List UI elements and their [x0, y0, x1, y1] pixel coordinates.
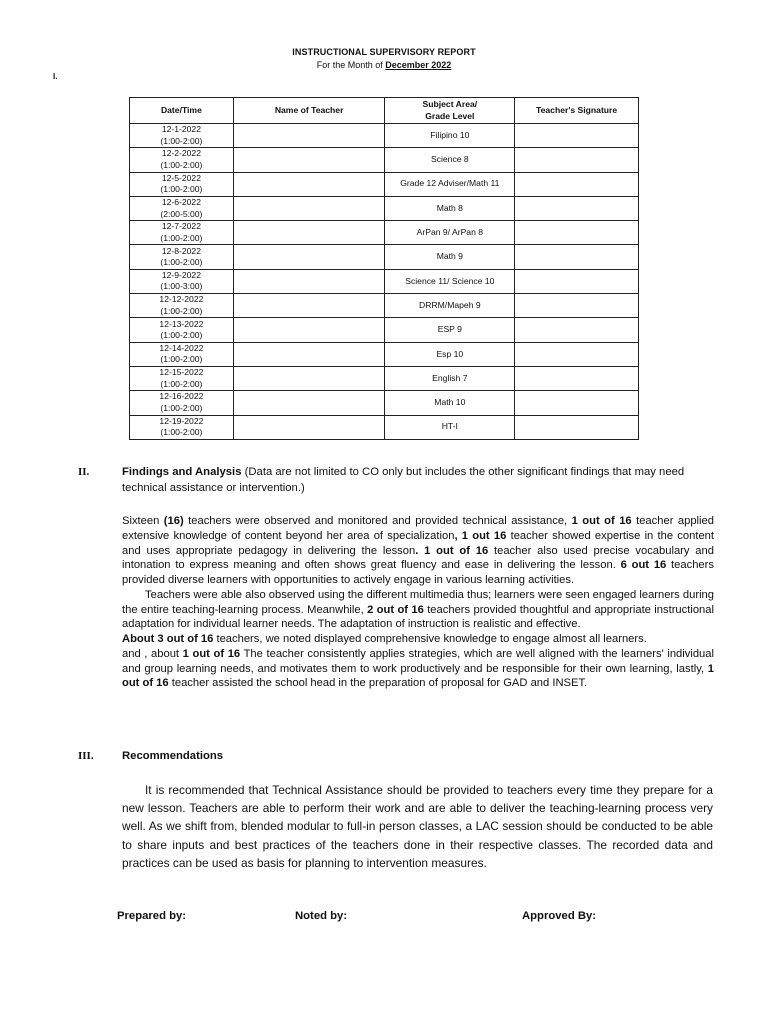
- row-date: 12-9-2022: [161, 269, 201, 280]
- cell-teacher: [233, 294, 385, 318]
- table-body: [130, 124, 639, 440]
- row-time: (1:00-2:00): [160, 427, 203, 438]
- text-run: teacher assisted the school head in the preparation of proposal for GAD and INSET.: [168, 677, 588, 690]
- findings-title-note: (Data are not limited to CO only but includes the other significant findings that may need technical assistance or intervention.): [122, 466, 685, 494]
- table-row: [130, 124, 639, 148]
- header-subject-line1: Subject Area/: [422, 99, 478, 109]
- cell-datetime: [130, 391, 234, 415]
- row-time: (1:00-2:00): [160, 159, 203, 170]
- cell-datetime: [130, 196, 234, 220]
- cell-subject: Science 8: [385, 148, 515, 172]
- bold-run: 6 out 16: [620, 559, 667, 572]
- cell-signature: [515, 415, 639, 439]
- bold-run: . 1 out of 16: [415, 544, 489, 557]
- header-subject-line2: Grade Level: [425, 110, 475, 121]
- cell-subject: Grade 12 Adviser/Math 11: [385, 172, 515, 196]
- cell-signature: [515, 148, 639, 172]
- bold-run: 1 out of 16: [122, 662, 714, 690]
- row-time: (1:00-2:00): [160, 135, 203, 146]
- recommendations-title: Recommendations: [122, 750, 224, 762]
- cell-subject: Science 11/ Science 10: [385, 269, 515, 293]
- cell-signature: [515, 172, 639, 196]
- cell-subject: Esp 10: [385, 342, 515, 366]
- table-row: [130, 148, 639, 172]
- row-time: (1:00-2:00): [160, 305, 203, 316]
- row-time: (1:00-2:00): [160, 257, 203, 268]
- cell-signature: [515, 245, 639, 269]
- cell-datetime: [130, 294, 234, 318]
- text-run: Teachers were able also observed using the different multimedia thus; learners were seen engaged learners during the entire teaching-learning process. Meanwhile,: [122, 588, 714, 616]
- cell-datetime: [130, 366, 234, 390]
- bold-run: , 1 out 16: [454, 529, 507, 542]
- row-date: 12-15-2022: [159, 367, 204, 378]
- row-date: 12-8-2022: [161, 245, 201, 256]
- bold-run: (16): [163, 515, 184, 527]
- table-row: [130, 245, 639, 269]
- row-date: 12-7-2022: [161, 221, 201, 232]
- row-time: (1:00-2:00): [160, 402, 203, 413]
- cell-subject: Math 9: [385, 245, 515, 269]
- observation-table: [129, 97, 639, 440]
- table-row: [130, 172, 639, 196]
- section-3-numeral: III.: [78, 750, 94, 762]
- text-run: teachers provided diverse learners with opportunities to actively engage in various learning activities.: [122, 559, 714, 586]
- cell-datetime: [130, 415, 234, 439]
- text-run: teacher also used precise vocabulary and intonation to express meaning and often shows great fluency and ease in delivering the lesson.: [122, 544, 714, 572]
- cell-signature: [515, 318, 639, 342]
- header-subject: [385, 98, 515, 124]
- cell-teacher: [233, 196, 385, 220]
- cell-datetime: [130, 318, 234, 342]
- cell-teacher: [233, 221, 385, 245]
- row-date: 12-6-2022: [161, 197, 201, 208]
- header-teacher: Name of Teacher: [233, 98, 385, 124]
- bold-run: 1 out of 16: [571, 515, 632, 527]
- table-header-row: [130, 98, 639, 124]
- row-date: 12-19-2022: [159, 415, 204, 426]
- text-run: teacher showed expertise in the content and uses appropriate pedagogy in delivering the lesson: [122, 529, 714, 557]
- row-date: 12-16-2022: [159, 391, 204, 402]
- row-time: (2:00-5:00): [160, 208, 203, 219]
- row-date: 12-1-2022: [161, 124, 201, 135]
- cell-teacher: [233, 366, 385, 390]
- bold-run: 2 out of 16: [367, 603, 424, 616]
- cell-teacher: [233, 148, 385, 172]
- row-date: 12-13-2022: [159, 318, 204, 329]
- subtitle-prefix: For the Month of: [316, 60, 386, 70]
- findings-paragraph-2: [122, 588, 714, 632]
- table-row: [130, 196, 639, 220]
- table-row: [130, 318, 639, 342]
- noted-by-label: Noted by:: [295, 910, 348, 922]
- cell-subject: English 7: [385, 366, 515, 390]
- cell-signature: [515, 196, 639, 220]
- report-title: INSTRUCTIONAL SUPERVISORY REPORT: [292, 47, 476, 57]
- text-run: and , about: [122, 647, 183, 660]
- cell-subject: ArPan 9/ ArPan 8: [385, 221, 515, 245]
- cell-signature: [515, 269, 639, 293]
- cell-teacher: [233, 342, 385, 366]
- row-date: 12-14-2022: [159, 342, 204, 353]
- row-date: 12-5-2022: [161, 172, 201, 183]
- cell-signature: [515, 294, 639, 318]
- cell-subject: Math 10: [385, 391, 515, 415]
- table-row: [130, 342, 639, 366]
- cell-signature: [515, 342, 639, 366]
- findings-paragraph-4: [122, 647, 714, 691]
- cell-subject: ESP 9: [385, 318, 515, 342]
- table-row: [130, 391, 639, 415]
- table-row: [130, 294, 639, 318]
- report-subtitle: [0, 60, 768, 70]
- cell-datetime: [130, 148, 234, 172]
- row-time: (1:00-2:00): [160, 330, 203, 341]
- cell-teacher: [233, 124, 385, 148]
- cell-subject: Filipino 10: [385, 124, 515, 148]
- recommendations-body: It is recommended that Technical Assistance should be provided to teachers every time they prepare for a new lesson. Teachers are able to perform their work and are able to deliver the teaching-learning process very well. As we shift from, blended modular to full-in person classes, a LAC session should be conducted to be able to share inputs and best practices of the teachers done in their respective classes. The recorded data and practices can be used as basis for planning to intervention measures.: [122, 783, 713, 870]
- row-time: (1:00-2:00): [160, 354, 203, 365]
- findings-paragraph-3: [122, 632, 714, 647]
- text-run: teacher applied extensive knowledge of content beyond her area of specialization: [122, 515, 714, 542]
- cell-datetime: [130, 124, 234, 148]
- text-run: teachers, we noted displayed comprehensive knowledge to engage almost all learners.: [213, 633, 647, 645]
- findings-paragraph-1: [122, 514, 714, 588]
- cell-signature: [515, 221, 639, 245]
- cell-teacher: [233, 245, 385, 269]
- row-date: 12-12-2022: [159, 294, 204, 305]
- findings-body: [122, 514, 714, 691]
- cell-signature: [515, 366, 639, 390]
- cell-datetime: [130, 172, 234, 196]
- header-signature: Teacher's Signature: [515, 98, 639, 124]
- row-date: 12-2-2022: [161, 148, 201, 159]
- cell-teacher: [233, 269, 385, 293]
- section-2-numeral: II.: [78, 466, 90, 478]
- header-datetime: Date/Time: [130, 98, 234, 124]
- cell-datetime: [130, 342, 234, 366]
- cell-datetime: [130, 245, 234, 269]
- text-run: The teacher consistently applies strategies, which are well aligned with the learners' individual and group learning needs, and motivates them to work productively and be responsible for their own learning, lastly,: [122, 647, 714, 675]
- cell-teacher: [233, 318, 385, 342]
- cell-datetime: [130, 221, 234, 245]
- section-1-numeral: I.: [53, 72, 58, 81]
- cell-subject: Math 8: [385, 196, 515, 220]
- approved-by-label: Approved By:: [522, 910, 597, 922]
- findings-title: Findings and Analysis: [122, 466, 242, 478]
- row-time: (1:00-2:00): [160, 232, 203, 243]
- table-row: [130, 366, 639, 390]
- report-month: December 2022: [385, 60, 452, 70]
- table-row: [130, 269, 639, 293]
- prepared-by-label: Prepared by:: [117, 910, 187, 922]
- cell-datetime: [130, 269, 234, 293]
- cell-subject: DRRM/Mapeh 9: [385, 294, 515, 318]
- row-time: (1:00-3:00): [160, 281, 203, 292]
- row-time: (1:00-2:00): [160, 184, 203, 195]
- findings-heading: [122, 465, 715, 496]
- bold-run: 1 out of 16: [182, 647, 241, 660]
- cell-teacher: [233, 391, 385, 415]
- table-row: [130, 221, 639, 245]
- cell-teacher: [233, 172, 385, 196]
- row-time: (1:00-2:00): [160, 378, 203, 389]
- cell-signature: [515, 124, 639, 148]
- text-run: teachers were observed and monitored and provided technical assistance,: [183, 515, 572, 527]
- table-row: [130, 415, 639, 439]
- bold-run: About 3 out of 16: [122, 633, 214, 645]
- text-run: teachers provided thoughtful and appropriate instructional adaptation for individual learner needs. The adaptation of instruction is realistic and effective.: [122, 603, 714, 631]
- cell-subject: HT-I: [385, 415, 515, 439]
- cell-teacher: [233, 415, 385, 439]
- text-run: Sixteen: [122, 515, 164, 527]
- cell-signature: [515, 391, 639, 415]
